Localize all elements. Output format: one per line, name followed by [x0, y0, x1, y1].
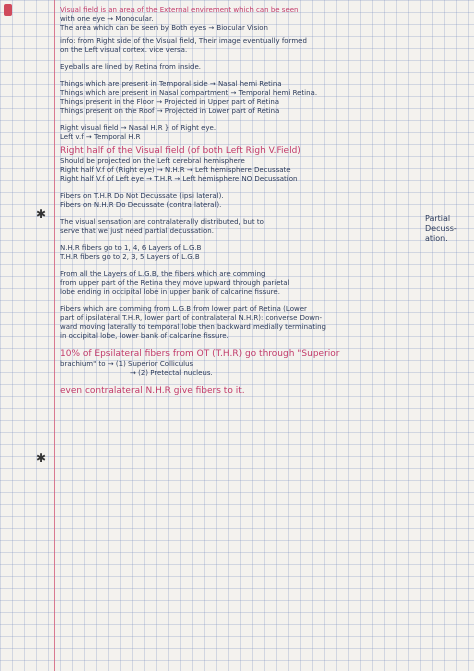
note-line: Left v.f → Temporal H.R	[60, 133, 141, 141]
note-line: brachium" to → (1) Superior Colliculus	[60, 360, 194, 368]
star-mark: ✱	[36, 207, 47, 221]
corner-mark	[4, 4, 12, 16]
note-line: The visual sensation are contralaterally distributed, but to	[60, 218, 264, 226]
note-line: on the Left visual cortex. vice versa.	[60, 46, 188, 54]
note-line: Things which are present in Temporal side → Nasal hemi Retina	[60, 80, 282, 88]
handwritten-notes	[60, 6, 468, 397]
note-line: lobe ending in occipital lobe in upper bank of calcarine fissure.	[60, 288, 280, 296]
note-line: Things present in the Floor → Projected in Upper part of Retina	[60, 98, 280, 106]
note-line: From all the Layers of L.G.B, the fibers which are comming	[60, 270, 266, 278]
note-line: from upper part of the Retina they move upward through parietal	[60, 279, 290, 287]
partial-decussation-label: Partial Decuss- ation.	[425, 214, 457, 243]
note-line: Visual field is an area of the External envirement which can be seen	[60, 6, 299, 14]
note-line: The area which can be seen by Both eyes → Biocular Vision	[60, 24, 268, 32]
note-line: Fibers which are comming from L.G.B from lower part of Retina (Lower	[60, 305, 307, 313]
note-line: Things which are present in Nasal compartment → Temporal hemi Retina.	[60, 89, 318, 97]
note-line: Right visual field → Nasal H.R } of Right eye.	[60, 124, 217, 132]
note-line: 10% of Epsilateral fibers from OT (T.H.R) go through "Superior	[60, 349, 340, 359]
margin-line	[54, 0, 55, 671]
note-line: Eyeballs are lined by Retina from inside.	[60, 63, 201, 71]
note-line: N.H.R fibers go to 1, 4, 6 Layers of L.G.B	[60, 244, 202, 252]
note-line: Things present on the Roof → Projected in Lower part of Retina	[60, 107, 280, 115]
note-line: Right half V.f of (Right eye) → N.H.R → Left hemisphere Decussate	[60, 166, 291, 174]
note-line: ward moving laterally to temporal lobe then backward medially terminating	[60, 323, 326, 331]
note-line: part of ipsilateral T.H.R, lower part of contralateral N.H.R): converse Down-	[60, 314, 322, 322]
note-line: with one eye → Monocular.	[60, 15, 154, 23]
note-line: Fibers on N.H.R Do Decussate (contra lateral).	[60, 201, 222, 209]
note-line: → (2) Pretectal nucleus.	[130, 369, 213, 377]
note-line: Right half of the Visual field (of both Left Righ V.Field)	[60, 146, 301, 156]
note-line: Right half V.f of Left eye → T.H.R → Left hemisphere NO Decussation	[60, 175, 298, 183]
note-line: info: from Right side of the Visual field, Their image eventually formed	[60, 37, 307, 45]
note-line: Fibers on T.H.R Do Not Decussate (ipsi lateral).	[60, 192, 224, 200]
note-line: even contralateral N.H.R give fibers to it.	[60, 386, 245, 396]
note-line: Should be projected on the Left cerebral hemisphere	[60, 157, 245, 165]
note-line: in occipital lobe, lower bank of calcarine fissure.	[60, 332, 229, 340]
note-line: serve that we just need partial decussation.	[60, 227, 214, 235]
note-line: T.H.R fibers go to 2, 3, 5 Layers of L.G.B	[60, 253, 200, 261]
star-mark: ✱	[36, 451, 47, 465]
